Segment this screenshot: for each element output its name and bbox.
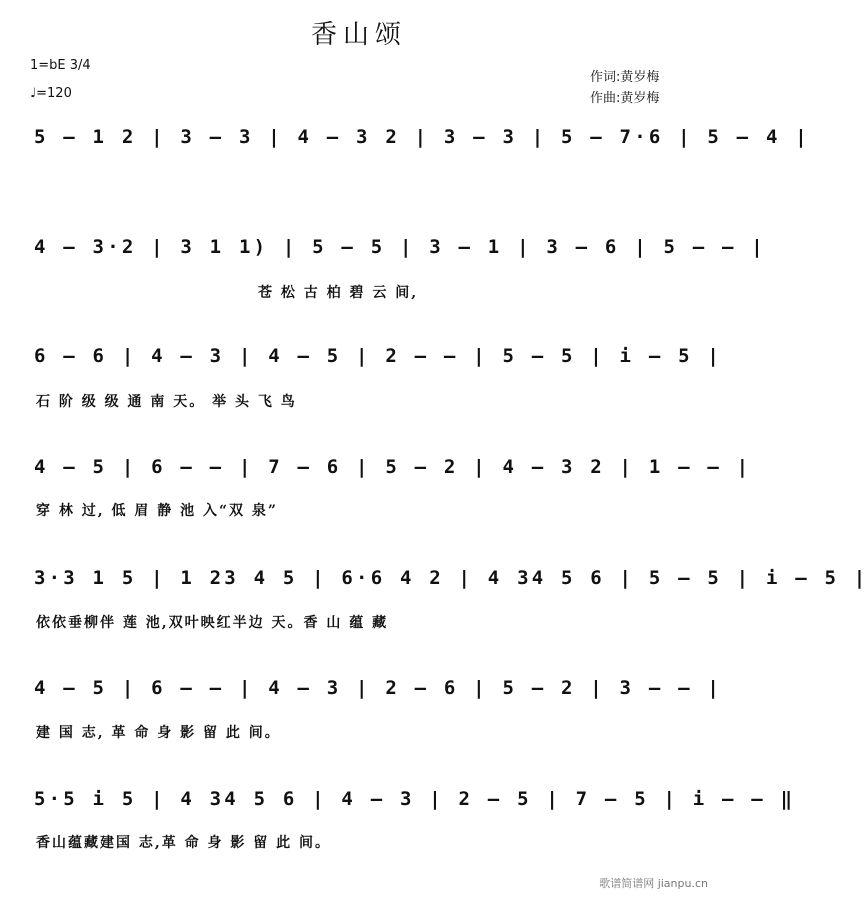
lyric-row-7: 香山蕴藏建国 志,革 命 身 影 留 此 间。 xyxy=(36,835,331,851)
lyric-row-4: 穿 林 过, 低 眉 静 池 入“双 泉” xyxy=(36,503,278,519)
notation-row-3: 6 – 6 | 4 – 3 | 4 – 5 | 2 – – | 5 – 5 | i – 5 | xyxy=(34,345,723,367)
lyricist-credit: 作词:黄岁梅 xyxy=(590,70,660,85)
notation-row-1: 5 – 1 2 | 3 – 3 | 4 – 3 2 | 3 – 3 | 5 – 7·6 | 5 – 4 | xyxy=(34,126,810,148)
lyric-row-5: 依依垂柳伴 莲 池,双叶映红半边 天。香 山 蕴 藏 xyxy=(36,615,389,631)
watermark: 歌谱简谱网 jianpu.cn xyxy=(599,877,708,890)
notation-row-7: 5·5 i 5 | 4 34 5 6 | 4 – 3 | 2 – 5 | 7 – 5 | i – – ‖ xyxy=(34,788,796,810)
lyric-row-2: 苍 松 古 柏 碧 云 间, xyxy=(258,285,419,301)
song-title: 香山颂 xyxy=(310,20,407,50)
lyric-row-3: 石 阶 级 级 通 南 天。 举 头 飞 鸟 xyxy=(36,394,297,410)
tempo-marking: ♩=120 xyxy=(30,86,72,101)
notation-row-2: 4 – 3·2 | 3 1 1) | 5 – 5 | 3 – 1 | 3 – 6 | 5 – – | xyxy=(34,236,766,258)
notation-row-6: 4 – 5 | 6 – – | 4 – 3 | 2 – 6 | 5 – 2 | 3 – – | xyxy=(34,677,723,699)
composer-credit: 作曲:黄岁梅 xyxy=(590,91,660,106)
key-signature: 1=bE 3/4 xyxy=(30,58,91,73)
notation-row-5: 3·3 1 5 | 1 23 4 5 | 6·6 4 2 | 4 34 5 6 | 5 – 5 | i – 5 | xyxy=(34,567,868,589)
lyric-row-6: 建 国 志, 革 命 身 影 留 此 间。 xyxy=(36,725,281,741)
notation-row-4: 4 – 5 | 6 – – | 7 – 6 | 5 – 2 | 4 – 3 2 | 1 – – | xyxy=(34,456,752,478)
